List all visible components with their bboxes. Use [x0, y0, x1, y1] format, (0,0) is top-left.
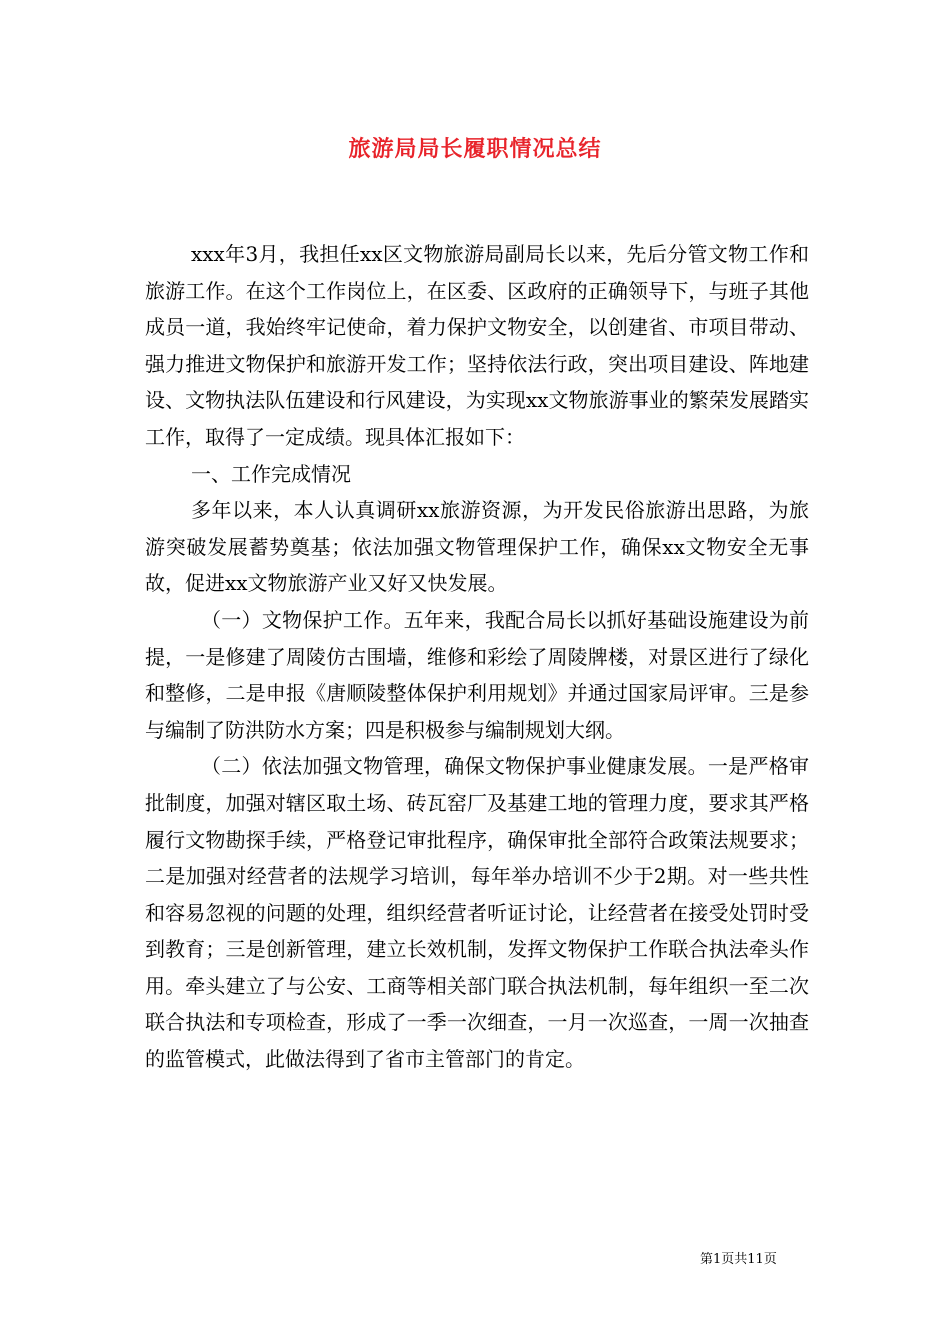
paragraph-relic-management: （二）依法加强文物管理，确保文物保护事业健康发展。一是严格审批制度，加强对辖区取土场、砖瓦窑厂及基建工地的管理力度，要求其严格履行文物勘探手续，严格登记审批程序，确保审批全部符合政策法规要求；二是加强对经营者的法规学习培训，每年举办培训不少于2期。对一些共性和容易忽视的问题的处理，组织经营者听证讨论，让经营者在接受处罚时受到教育；三是创新管理，建立长效机制，发挥文物保护工作联合执法牵头作用。牵头建立了与公安、工商等相关部门联合执法机制，每年组织一至二次联合执法和专项检查，形成了一季一次细查，一月一次巡查，一周一次抽查的监管模式，此做法得到了省市主管部门的肯定。	[145, 754, 809, 1072]
document-title: 旅游局局长履职情况总结	[348, 136, 602, 162]
paragraph-overview: 多年以来，本人认真调研xx旅游资源，为开发民俗旅游出思路，为旅游突破发展蓄势奠基；依法加强文物管理保护工作，确保xx文物安全无事故，促进xx文物旅游产业又好又快发展。	[145, 498, 809, 596]
document-body	[145, 236, 809, 1078]
paragraph-intro: xxx年3月，我担任xx区文物旅游局副局长以来，先后分管文物工作和旅游工作。在这个工作岗位上，在区委、区政府的正确领导下，与班子其他成员一道，我始终牢记使命，着力保护文物安全，以创建省、市项目带动、强力推进文物保护和旅游开发工作；坚持依法行政，突出项目建设、阵地建设、文物执法队伍建设和行风建设，为实现xx文物旅游事业的繁荣发展踏实工作，取得了一定成绩。现具体汇报如下：	[145, 242, 809, 449]
paragraph-relic-protection: （一）文物保护工作。五年来，我配合局长以抓好基础设施建设为前提，一是修建了周陵仿古围墙，维修和彩绘了周陵牌楼，对景区进行了绿化和整修，二是申报《唐顺陵整体保护利用规划》并通过国家局评审。三是参与编制了防洪防水方案；四是积极参与编制规划大纲。	[145, 607, 809, 742]
page-number-footer: 第1页共11页	[700, 1252, 777, 1267]
section-heading: 一、工作完成情况	[191, 461, 351, 486]
